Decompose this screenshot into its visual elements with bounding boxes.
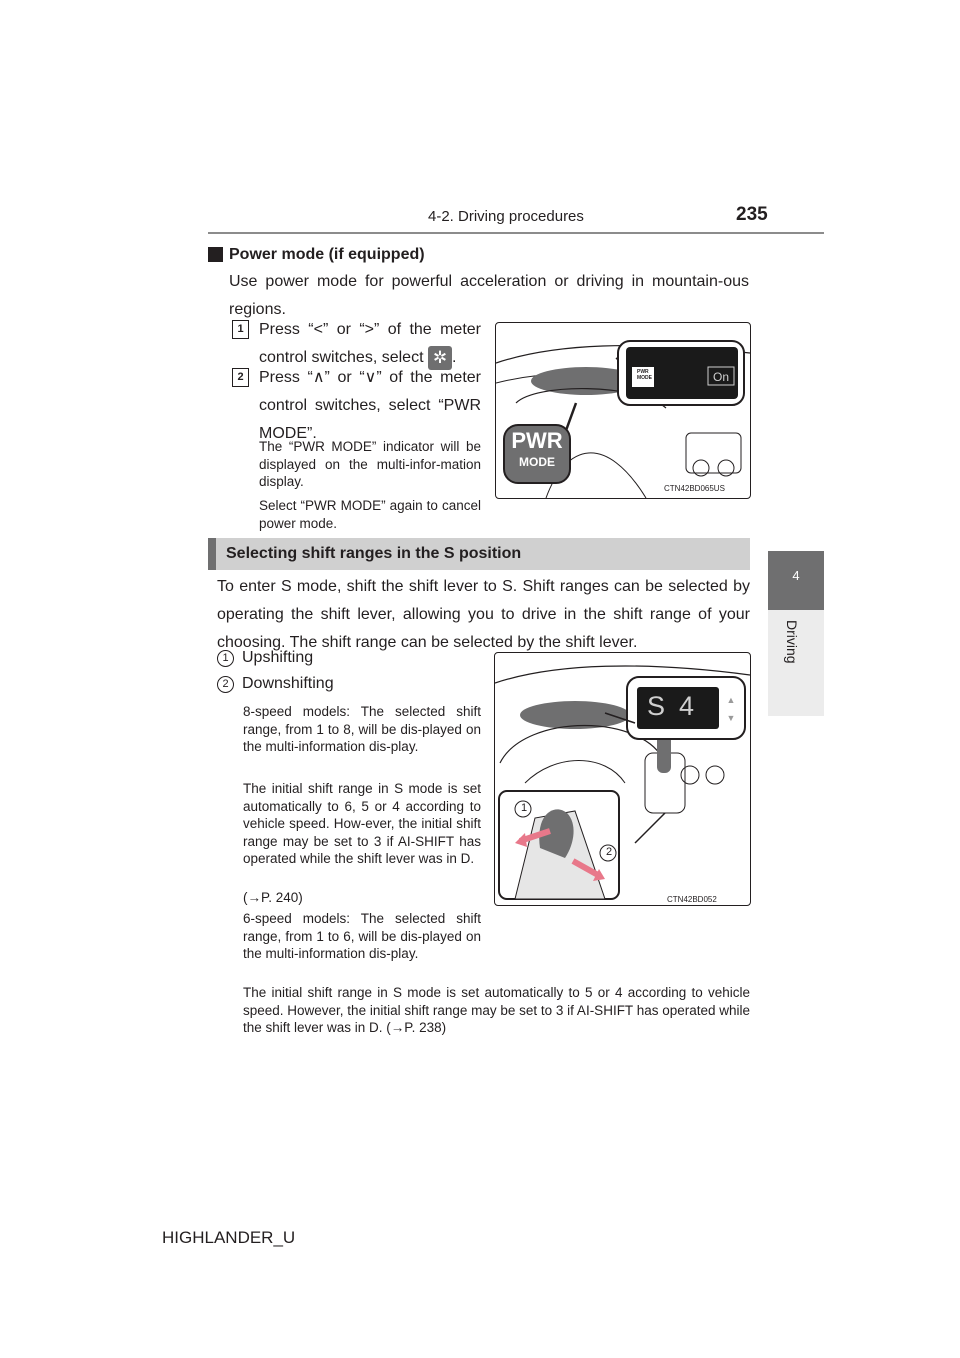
display-shift-letter: S <box>647 691 666 721</box>
power-mode-note-2: Select “PWR MODE” again to cancel power mode. <box>259 498 481 531</box>
note-8-speed-initial: The initial shift range in S mode is set automatically to 6, 5 or 4 according to vehicle speed. How-ever, the initial shift range may be set to 3 if AI-SHIFT has operated while the shift lever was in D. <box>243 781 481 866</box>
step-number-2: 2 <box>232 368 249 387</box>
page-number: 235 <box>736 204 768 225</box>
shift-intro: To enter S mode, shift the shift lever to S. Shift ranges can be selected by operating the shift lever, allowing you to drive in the shift range of your choosing. The shift range can be selected by the shift lever. <box>217 578 750 651</box>
step-2-text: Press “∧” or “∨” of the meter control switches, select “PWR MODE”. <box>259 369 481 442</box>
step-number-1: 1 <box>232 320 249 339</box>
callout-2: 2 <box>605 846 613 858</box>
figure-code-1: CTN42BD065US <box>664 484 725 493</box>
note-8-speed: 8-speed models: The selected shift range, from 1 to 8, will be dis-played on the multi-information dis-play. <box>243 704 481 754</box>
dashboard-drawing <box>496 323 750 498</box>
power-mode-heading: Power mode (if equipped) <box>229 246 425 263</box>
display-shift-digit: 4 <box>679 691 695 721</box>
power-mode-illustration <box>495 322 751 499</box>
header-rule <box>208 232 824 234</box>
square-bullet-icon <box>208 247 223 262</box>
pwr-button-bottom: MODE <box>519 455 555 469</box>
screen-on-value: On <box>713 370 730 384</box>
screen-mode-text: MODE <box>637 375 652 381</box>
footer-model: HIGHLANDER_U <box>162 1228 296 1247</box>
item-number-1: 1 <box>217 650 234 667</box>
reference-p240: (→P. 240) <box>243 890 303 905</box>
section-title: Selecting shift ranges in the S position <box>226 545 522 562</box>
display-arrow-icons <box>724 691 738 727</box>
figure-code-2: CTN42BD052 <box>667 895 717 904</box>
step-1-text: Press “<” or “>” of the meter control switches, select ✲ . <box>259 316 481 372</box>
item-downshifting: Downshifting <box>242 675 334 692</box>
item-upshifting: Upshifting <box>242 649 314 666</box>
shift-lever-drawing <box>495 653 750 905</box>
chapter-tab-number: 4 <box>792 568 800 583</box>
step-1-label: Press “<” or “>” of the meter control switches, select <box>259 321 481 366</box>
screen-pwr-mode-label <box>637 369 652 381</box>
shift-range-illustration <box>494 652 751 906</box>
callout-1: 1 <box>520 802 528 814</box>
note-6-speed-initial: The initial shift range in S mode is set automatically to 5 or 4 according to vehicle speed. However, the initial shift range may be set to 3 if AI-SHIFT has operated while the shift lever was in D. (→P. 238) <box>243 985 751 1035</box>
down-triangle-icon: ▼ <box>726 713 736 723</box>
chapter-tab-label: Driving <box>784 620 800 664</box>
screen-pwr-text: PWR <box>637 369 649 375</box>
gear-icon: ✲ <box>428 346 452 370</box>
pwr-button-top: PWR <box>511 428 563 453</box>
section-bar-mark <box>208 538 216 570</box>
up-triangle-icon: ▲ <box>726 695 736 705</box>
item-number-2: 2 <box>217 676 234 693</box>
power-mode-intro: Use power mode for powerful acceleration or driving in mountain-ous regions. <box>229 273 749 318</box>
header-section-title: 4-2. Driving procedures <box>428 208 584 225</box>
power-mode-note-1: The “PWR MODE” indicator will be displayed on the multi-infor-mation display. <box>259 439 481 489</box>
note-6-speed: 6-speed models: The selected shift range, from 1 to 6, will be dis-played on the multi-information dis-play. <box>243 911 481 961</box>
